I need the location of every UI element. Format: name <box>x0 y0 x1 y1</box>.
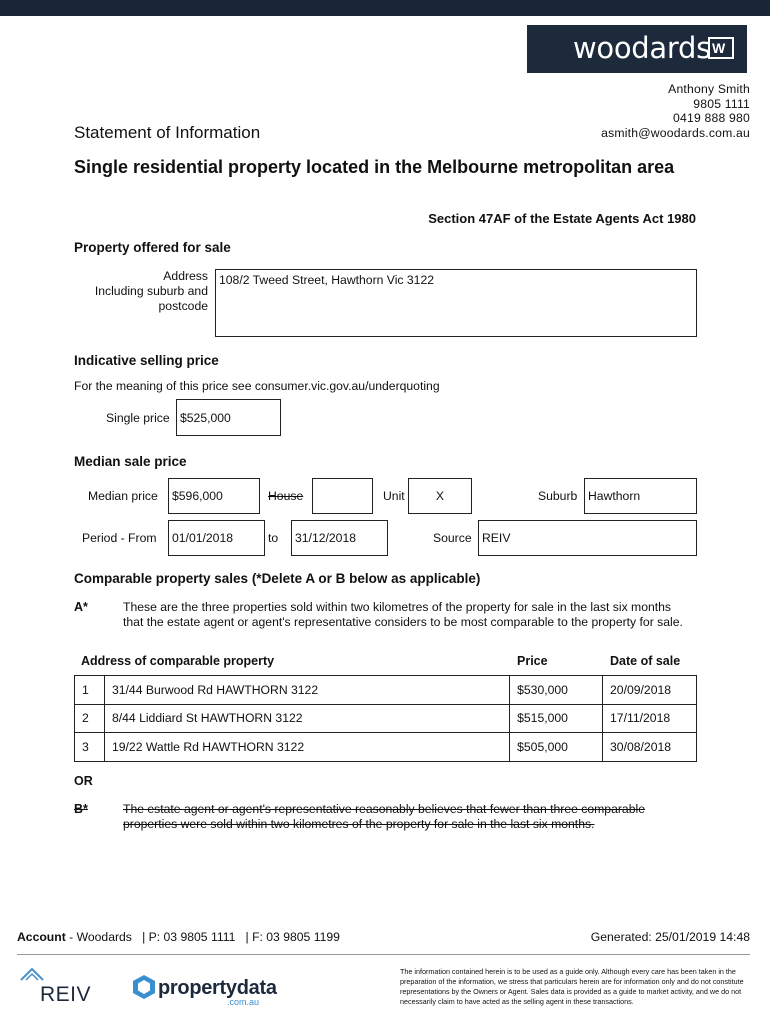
property-heading: Property offered for sale <box>74 240 231 255</box>
option-a-label: A* <box>74 600 88 614</box>
table-row <box>75 704 697 733</box>
unit-field[interactable]: X <box>408 478 472 514</box>
house-field[interactable] <box>312 478 373 514</box>
document-title: Single residential property located in the Melbourne metropolitan area <box>74 157 675 177</box>
account-info <box>17 930 340 944</box>
row-price[interactable]: $530,000 <box>510 676 603 705</box>
indicative-heading: Indicative selling price <box>74 353 219 368</box>
account-label: Account <box>17 930 66 944</box>
comparable-heading: Comparable property sales (*Delete A or B below as applicable) <box>74 571 481 586</box>
generated-timestamp: Generated: 25/01/2019 14:48 <box>590 930 750 944</box>
option-a-text: These are the three properties sold within two kilometres of the property for sale in the last six months that the estate agent or agent's representative considers to be most comparable to the property for sale. <box>123 600 683 629</box>
address-label-line2: Including suburb and <box>94 284 208 298</box>
logo-mark-icon <box>708 37 734 59</box>
period-from-field[interactable]: 01/01/2018 <box>168 520 265 556</box>
row-number: 1 <box>75 676 105 705</box>
single-price-field[interactable]: $525,000 <box>176 399 281 436</box>
source-field[interactable]: REIV <box>478 520 697 556</box>
col-price-header: Price <box>517 654 548 668</box>
agent-email: asmith@woodards.com.au <box>601 125 750 140</box>
agent-mobile: 0419 888 980 <box>673 111 750 126</box>
row-address[interactable]: 19/22 Wattle Rd HAWTHORN 3122 <box>104 733 509 762</box>
median-heading: Median sale price <box>74 454 187 469</box>
median-price-label: Median price <box>88 489 158 503</box>
option-b-label: B* <box>74 802 88 816</box>
row-date[interactable]: 30/08/2018 <box>603 733 697 762</box>
top-bar <box>0 0 770 16</box>
disclaimer: The information contained herein is to be used as a guide only. Although every care has been taken in the preparation of the information, we stress that particulars herein are for information only and do not constitute representations by the Owners or Agent. Sales data is provided as a guide to market activity, and we do not necessarily claim to have acted as the selling agent in these transactions. <box>400 967 744 1006</box>
propertydata-logo-sub: .com.au <box>227 997 260 1007</box>
agent-phone: 9805 1111 <box>693 96 750 111</box>
propertydata-logo-text: propertydata <box>158 977 277 999</box>
row-price[interactable]: $505,000 <box>510 733 603 762</box>
propertydata-logo-icon <box>132 974 156 1000</box>
median-price-field[interactable]: $596,000 <box>168 478 260 514</box>
row-number: 2 <box>75 704 105 733</box>
col-date-header: Date of sale <box>610 654 681 668</box>
row-date[interactable]: 17/11/2018 <box>603 704 697 733</box>
or-label: OR <box>74 774 93 788</box>
footer-divider <box>17 954 750 955</box>
logo-text: woodards <box>573 31 711 65</box>
table-row <box>75 676 697 705</box>
single-price-label: Single price <box>106 411 170 425</box>
address-label-line1: Address <box>163 269 208 283</box>
logo-mark-letter: W <box>712 40 726 56</box>
address-label <box>95 269 208 314</box>
option-b-text: The estate agent or agent's representative reasonably believes that fewer than three comparable properties were sold within two kilometres of the property for sale in the last six months. <box>123 802 645 831</box>
address-field[interactable]: 108/2 Tweed Street, Hawthorn Vic 3122 <box>215 269 697 337</box>
row-address[interactable]: 31/44 Burwood Rd HAWTHORN 3122 <box>104 676 509 705</box>
period-to-label: to <box>268 531 279 545</box>
section-reference: Section 47AF of the Estate Agents Act 1980 <box>428 211 696 226</box>
account-details: - Woodards | P: 03 9805 1111 | F: 03 9805 1199 <box>65 930 340 944</box>
row-date[interactable]: 20/09/2018 <box>603 676 697 705</box>
underquoting-note: For the meaning of this price see consumer.vic.gov.au/underquoting <box>74 379 440 393</box>
agent-name: Anthony Smith <box>668 82 750 96</box>
comparable-table <box>74 675 697 762</box>
statement-title: Statement of Information <box>74 123 261 142</box>
suburb-field[interactable]: Hawthorn <box>584 478 697 514</box>
suburb-label: Suburb <box>538 489 578 503</box>
reiv-logo-text: REIV <box>40 983 92 1006</box>
source-label: Source <box>433 531 472 545</box>
address-label-line3: postcode <box>158 299 208 313</box>
unit-label: Unit <box>383 489 405 503</box>
period-to-field[interactable]: 31/12/2018 <box>291 520 388 556</box>
row-address[interactable]: 8/44 Liddiard St HAWTHORN 3122 <box>104 704 509 733</box>
row-price[interactable]: $515,000 <box>510 704 603 733</box>
agent-contact <box>601 82 750 140</box>
house-label: House <box>268 489 304 503</box>
col-address-header: Address of comparable property <box>81 654 275 668</box>
period-from-label: Period - From <box>82 531 157 545</box>
table-row <box>75 733 697 762</box>
row-number: 3 <box>75 733 105 762</box>
